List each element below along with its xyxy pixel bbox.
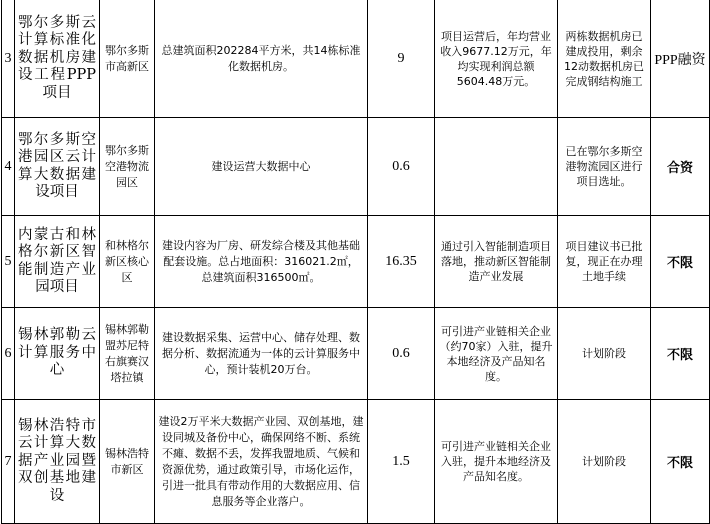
cooperation-mode-cell: 不限 — [651, 400, 710, 524]
project-name-cell — [15, 0, 100, 118]
project-name-cell — [15, 400, 100, 524]
location-cell: 锡林浩特市新区 — [100, 400, 155, 524]
cooperation-mode-cell: 不限 — [651, 308, 710, 400]
construction-scale-cell: 总建筑面积202284平方米，共14栋标准化数据机房。 — [155, 0, 368, 118]
project-name-cell — [15, 308, 100, 400]
progress-cell: 计划阶段 — [558, 400, 651, 524]
project-table — [1, 0, 710, 524]
construction-scale-cell: 建设运营大数据中心 — [155, 118, 368, 216]
project-name-cell — [15, 118, 100, 216]
table-row — [2, 118, 710, 216]
project-name: 鄂尔多斯空港园区云计算大数据建设项目 — [18, 131, 96, 200]
row-number: 6 — [2, 308, 15, 400]
location-cell: 鄂尔多斯市高新区 — [100, 0, 155, 118]
investment-cell: 1.5 — [368, 400, 435, 524]
progress-cell: 计划阶段 — [558, 308, 651, 400]
investment-cell: 0.6 — [368, 308, 435, 400]
table-row — [2, 400, 710, 524]
benefit-cell: 项目运营后，年均营业收入9677.12万元，年均实现利润总额5604.48万元。 — [435, 0, 558, 118]
project-name-cell — [15, 216, 100, 308]
investment-cell: 9 — [368, 0, 435, 118]
benefit-cell: 通过引入智能制造项目落地，推动新区智能制造产业发展 — [435, 216, 558, 308]
table-row — [2, 0, 710, 118]
progress-cell: 已在鄂尔多斯空港物流园区进行项目选址。 — [558, 118, 651, 216]
location-cell: 鄂尔多斯空港物流园区 — [100, 118, 155, 216]
project-name: 内蒙古和林格尔新区智能制造产业园项目 — [18, 226, 96, 295]
construction-scale-cell: 建设数据采集、运营中心、储存处理、数据分析、数据流通为一体的云计算服务中心，预计装机20万台。 — [155, 308, 368, 400]
project-name: 鄂尔多斯云计算标准化数据机房建设工程PPP项目 — [18, 14, 96, 101]
project-name: 锡林浩特市云计算大数据产业园暨双创基地建设 — [18, 417, 96, 504]
cooperation-mode-cell: 合资 — [651, 118, 710, 216]
row-number: 4 — [2, 118, 15, 216]
project-name: 锡林郭勒云计算服务中心 — [18, 327, 96, 379]
investment-cell: 0.6 — [368, 118, 435, 216]
benefit-cell: 可引进产业链相关企业入驻，提升本地经济及产品知名度。 — [435, 400, 558, 524]
progress-cell: 两栋数据机房已建成投用，剩余12动数据机房已完成钢结构施工 — [558, 0, 651, 118]
construction-scale-cell: 建设内容为厂房、研发综合楼及其他基础配套设施。总占地面积：316021.2㎡，总建筑面积316500㎡。 — [155, 216, 368, 308]
table-row — [2, 308, 710, 400]
table-row — [2, 216, 710, 308]
location-cell: 和林格尔新区核心区 — [100, 216, 155, 308]
benefit-cell: 可引进产业链相关企业（约70家）入驻，提升本地经济及产品知名度。 — [435, 308, 558, 400]
row-number: 5 — [2, 216, 15, 308]
cooperation-mode-cell: 不限 — [651, 216, 710, 308]
benefit-cell — [435, 118, 558, 216]
row-number: 3 — [2, 0, 15, 118]
construction-scale-cell: 建设2万平米大数据产业园、双创基地，建设同城及备份中心，确保网络不断、系统不瘫、数据不丢，发挥我盟地质、气候和资源优势，通过政策引导，市场化运作，引进一批具有带动作用的大数据应用、信息服务等企业落户。 — [155, 400, 368, 524]
row-number: 7 — [2, 400, 15, 524]
progress-cell: 项目建议书已批复，现正在办理土地手续 — [558, 216, 651, 308]
cooperation-mode-cell: PPP融资 — [651, 0, 710, 118]
investment-cell: 16.35 — [368, 216, 435, 308]
location-cell: 锡林郭勒盟苏尼特右旗赛汉塔拉镇 — [100, 308, 155, 400]
